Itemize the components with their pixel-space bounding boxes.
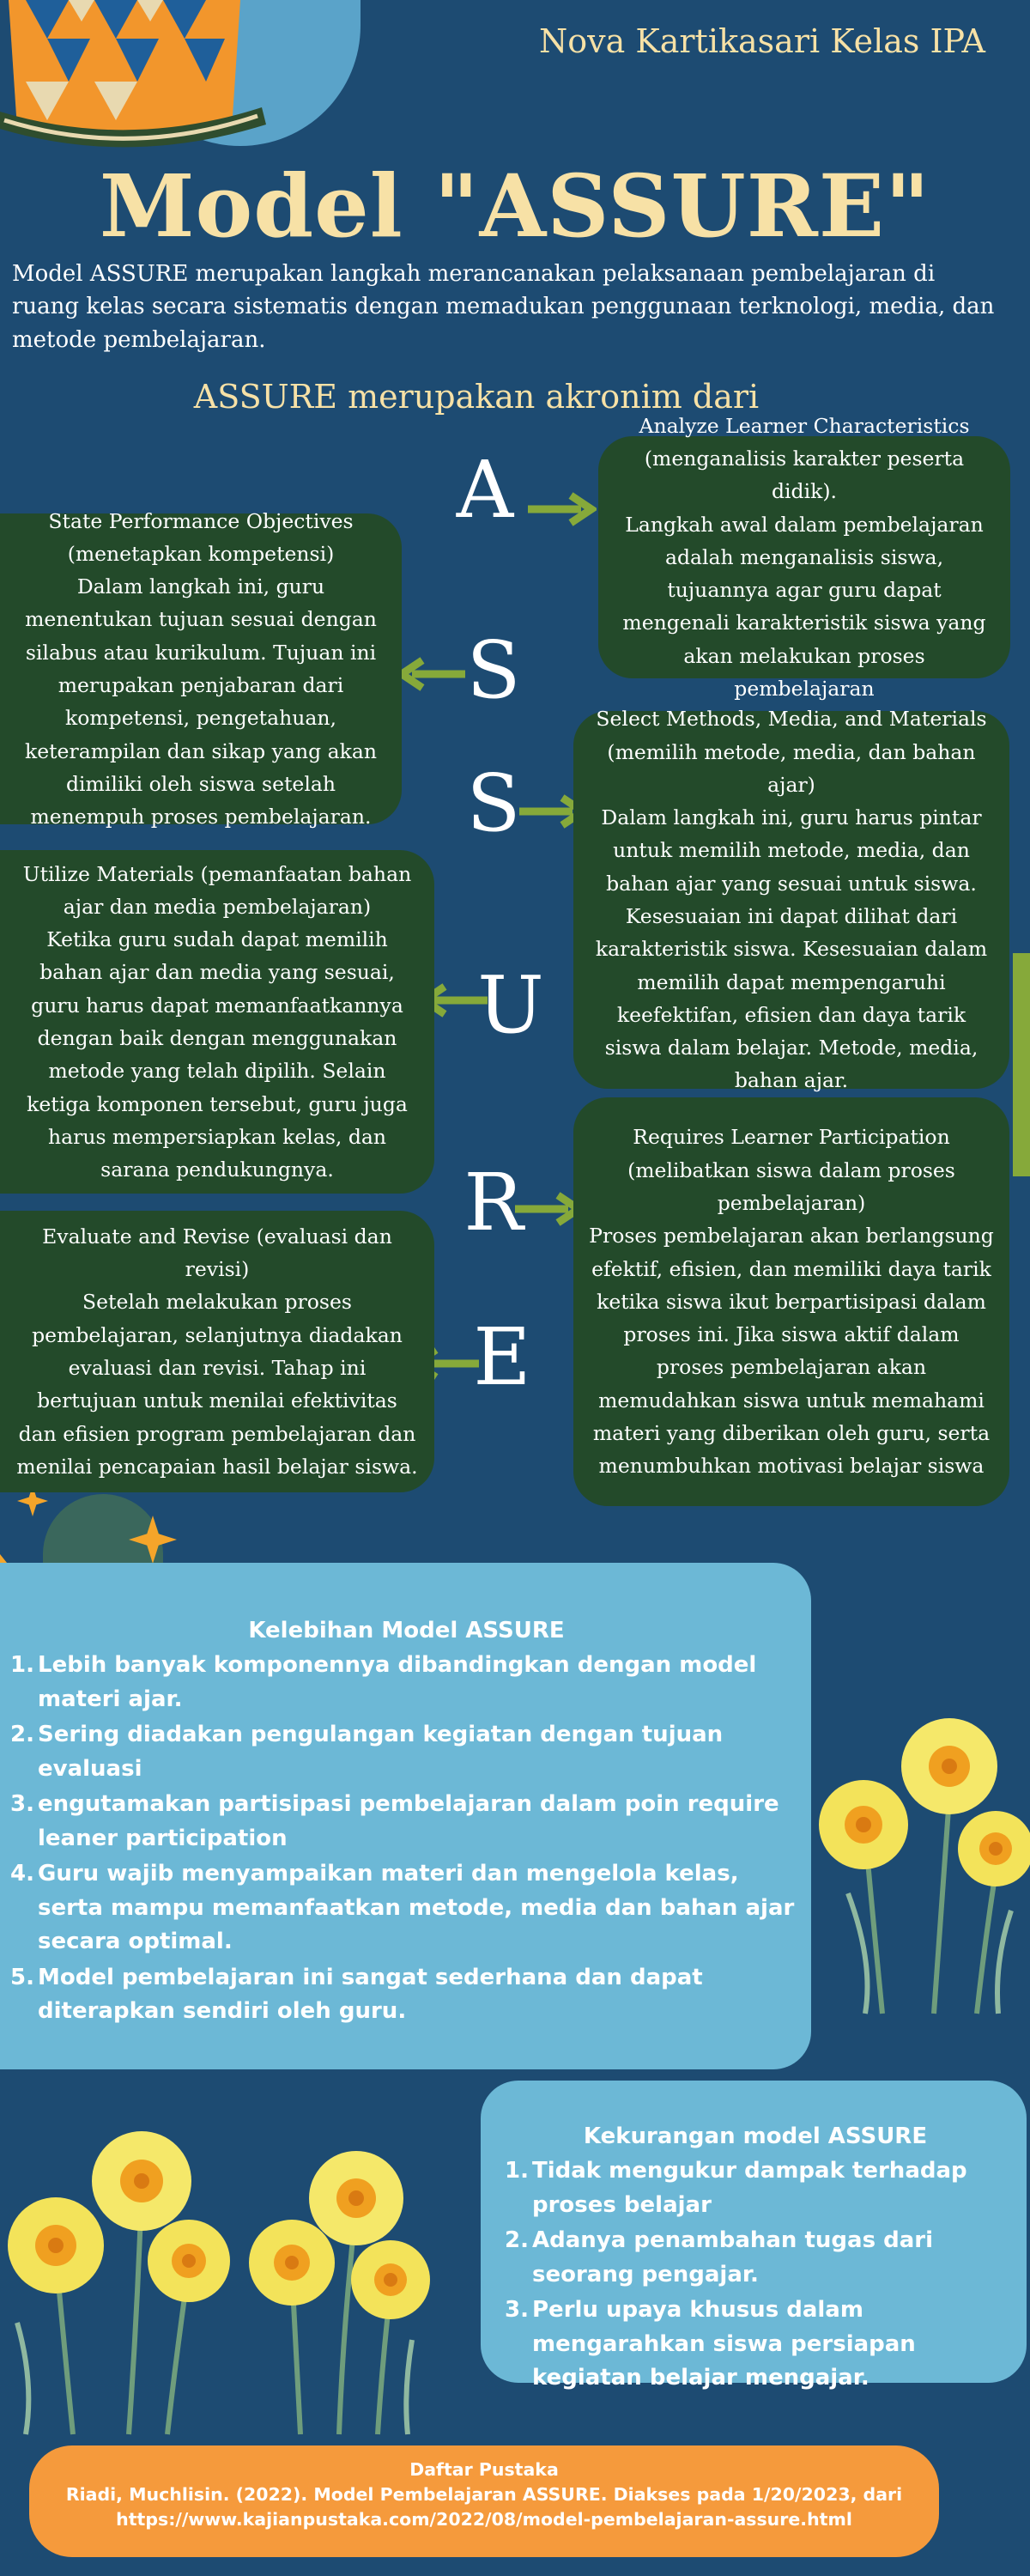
letter-u: U [477,959,544,1051]
item-text: Adanya penambahan tugas dari seorang pengajar. [532,2227,934,2287]
item-text: Sering diadakan pengulangan kegiatan dengan tujuan evaluasi [38,1722,724,1782]
item-text: Lebih banyak komponennya dibandingkan dengan model materi ajar. [38,1652,757,1712]
page-title: Model "ASSURE" [99,155,931,257]
disadvantages-list [505,2154,1006,2396]
step-title: Requires Learner Participation (melibatkan siswa dalam proses pembelajaran) [627,1125,955,1215]
letter-a: A [456,444,514,536]
item-number: 3. [505,2297,529,2324]
list-item [10,1788,803,1856]
step-box-analyze [598,413,1010,702]
list-item [505,2293,1006,2396]
step-box-select [573,707,1009,1093]
disadvantages-panel [481,2081,1027,2391]
step-body: Langkah awal dalam pembelajaran adalah menganalisis siswa, tujuannya agar guru dapat mengenali karakteristik siswa yang akan melakukan proses pembelajaran [622,512,986,702]
step-box-evaluate [0,1211,434,1492]
item-number: 4. [10,1861,34,1887]
step-body: Proses pembelajaran akan berlangsung efektif, efisien, dan memiliki daya tarik ketika siswa ikut berpartisipasi dalam proses ini. Jika siswa aktif dalam proses pembelajaran akan memudahkan siswa untuk memahami materi yang diberikan oleh guru, serta menumbuhkan motivasi belajar siswa [589,1224,994,1479]
intro-paragraph: Model ASSURE merupakan langkah merancanakan pelaksanaan pembelajaran di ruang kelas secara sistematis dengan memadukan penggunaan terknologi, media, dan metode pembelajaran. [12,261,995,353]
list-item [10,1649,803,1716]
daffodil-flowers-illustration [814,1704,1030,2018]
references-box [29,2445,939,2557]
step-title: Analyze Learner Characteristics (menganalisis karakter peserta didik). [639,413,970,504]
step-box-requires [573,1097,1009,1506]
advantages-list [10,1649,803,2029]
item-number: 2. [10,1722,34,1748]
disadvantages-title: Kekurangan model ASSURE [583,2123,928,2149]
step-body: Dalam langkah ini, guru harus pintar untuk memilih metode, media, dan bahan ajar yang sesuai untuk siswa. Kesesuaian ini dapat dilihat dari karakteristik siswa. Kesesuaian dalam memilih dapat mempengaruhi keefektifan, efisien dan daya tarik siswa dalam belajar. Metode, media, bahan ajar. [595,805,988,1093]
decorative-basket-illustration [0,0,266,150]
step-body: Ketika guru sudah dapat memilih bahan ajar dan media yang sesuai, guru harus dapat memanfaatkannya dengan baik dengan menggunakan metode yang telah dipilih. Selain ketiga komponen tersebut, guru juga harus mempersiapkan kelas, dan sarana pendukungnya. [27,927,408,1182]
letter-s-2: S [466,757,521,849]
list-item [505,2224,1006,2292]
step-body: Dalam langkah ini, guru menentukan tujuan sesuai dengan silabus atau kurikulum. Tujuan ini merupakan penjabaran dari kompetensi, pengetahuan, keterampilan dan sikap yang akan dimiliki oleh siswa setelah menempuh proses pembelajaran. [24,574,378,829]
decorative-leaf-shape [43,1494,163,1571]
item-number: 2. [505,2227,529,2254]
references-title: Daftar Pustaka [409,2459,559,2480]
item-text: Model pembelajaran ini sangat sederhana dan dapat diterapkan sendiri oleh guru. [38,1964,703,2025]
item-text: Tidak mengukur dampak terhadap proses belajar [532,2158,967,2218]
advantages-panel [0,1563,811,2069]
list-item [10,1857,803,1959]
step-body: Setelah melakukan proses pembelajaran, selanjutnya diadakan evaluasi dan revisi. Tahap ini bertujuan untuk menilai efektivitas dan efisien program pembelajaran dan menilai pencapaian hasil belajar siswa. [16,1290,418,1479]
decorative-bar [1013,953,1030,1176]
letter-e: E [473,1311,531,1403]
step-title: Utilize Materials (pemanfaatan bahan ajar dan media pembelajaran) [22,861,412,919]
acronym-subtitle: ASSURE merupakan akronim dari [193,378,760,416]
references-citation: Riadi, Muchlisin. (2022). Model Pembelajaran ASSURE. Diakses pada 1/20/2023, dari [65,2484,903,2506]
list-item [505,2154,1006,2222]
item-number: 3. [10,1791,34,1818]
arrow-left-icon [397,657,465,691]
list-item [10,1718,803,1786]
item-text: Perlu upaya khusus dalam mengarahkan siswa persiapan kegiatan belajar mengajar. [532,2297,916,2391]
item-number: 1. [10,1652,34,1678]
item-number: 5. [10,1964,34,1990]
daffodil-flowers-illustration [0,2108,446,2434]
item-text: Guru wajib menyampaikan materi dan mengelola kelas, serta mampu memanfaatkan metode, media dan bahan ajar secara optimal. [38,1861,795,1955]
arrow-right-icon [528,492,597,526]
step-title: Select Methods, Media, and Materials (memilih metode, media, dan bahan ajar) [596,707,987,797]
author-label: Nova Kartikasari Kelas IPA [539,22,985,60]
references-link[interactable]: https://www.kajianpustaka.com/2022/08/model-pembelajaran-assure.html [116,2509,852,2530]
step-box-utilize [0,850,434,1194]
item-text: engutamakan partisipasi pembelajaran dalam poin require leaner participation [38,1791,779,1851]
step-title: State Performance Objectives (menetapkan kompetensi) [48,508,354,566]
letter-r: R [464,1157,524,1249]
item-number: 1. [505,2158,529,2184]
list-item [10,1961,803,2029]
advantages-title: Kelebihan Model ASSURE [248,1618,565,1643]
letter-s-1: S [466,624,521,716]
step-title: Evaluate and Revise (evaluasi dan revisi) [42,1224,392,1282]
step-box-state [0,508,402,829]
